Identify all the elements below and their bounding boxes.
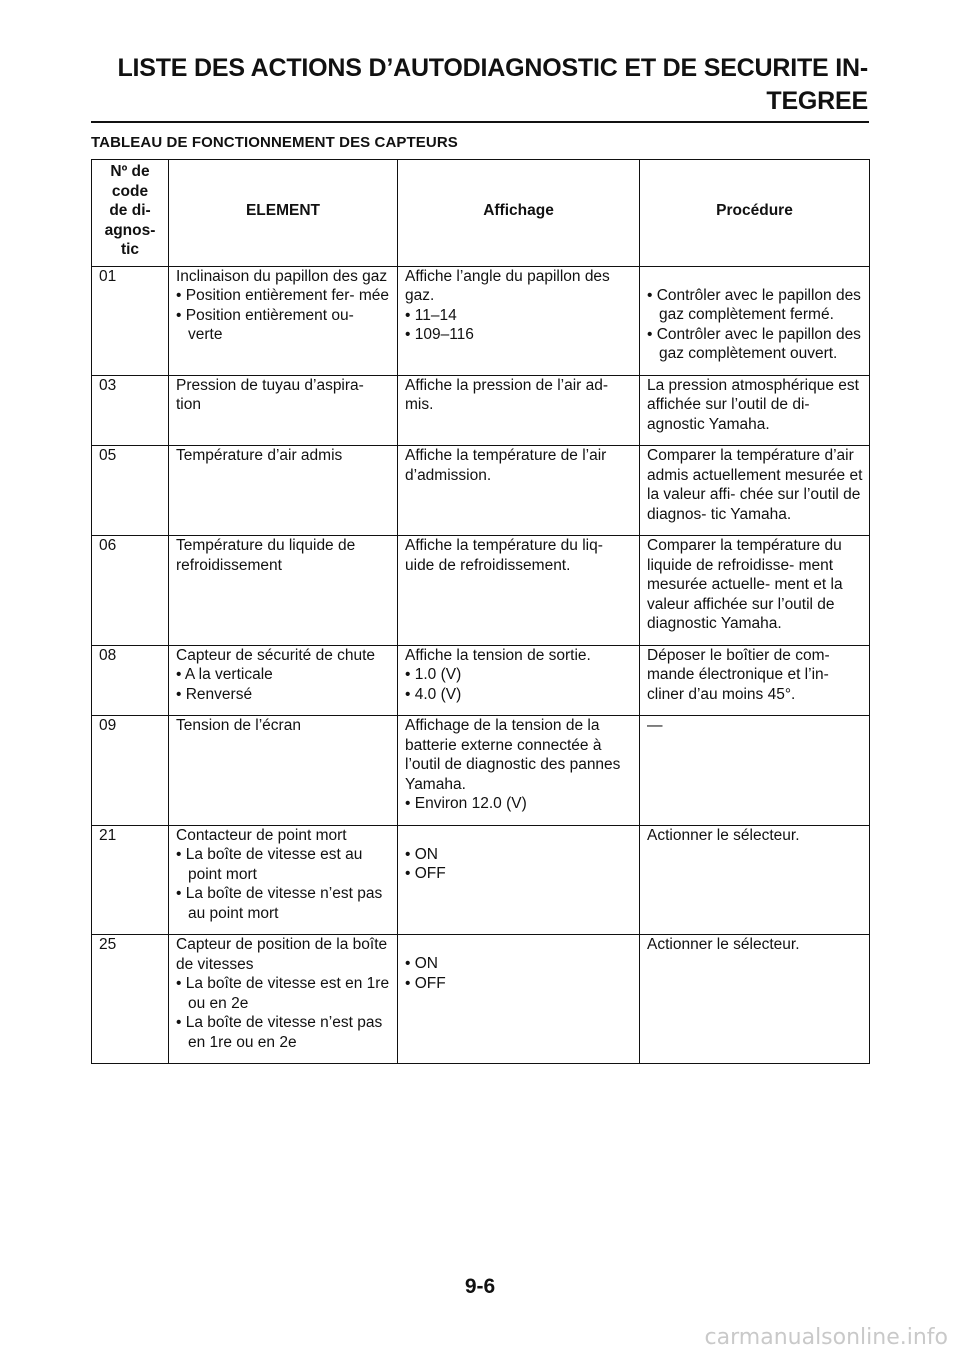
procedure-cell	[640, 536, 870, 646]
page-title	[88, 52, 868, 118]
table-header-row	[92, 160, 870, 267]
procedure-cell-line: • Contrôler avec le papillon des gaz complètement fermé.	[647, 286, 861, 323]
display-cell	[398, 716, 640, 826]
element-cell	[169, 935, 398, 1064]
procedure-cell-line: Comparer la température d’air admis actuellement mesurée et la valeur affi- chée sur l’outil de diagnos- tic Yamaha.	[647, 447, 863, 523]
display-cell-line: • 4.0 (V)	[405, 685, 462, 703]
procedure-cell-line: —	[647, 717, 663, 734]
procedure-cell-line: La pression atmosphérique est affichée sur l’outil de di- agnostic Yamaha.	[647, 376, 859, 433]
display-cell-line: • 11–14	[405, 306, 457, 324]
display-cell	[398, 266, 640, 375]
display-cell-line: • 1.0 (V)	[405, 666, 462, 683]
element-cell-line: Capteur de position de la boîte de vitesses	[176, 936, 388, 973]
display-cell-line: Affiche l’angle du papillon des gaz.	[405, 267, 610, 304]
table-row	[92, 716, 870, 826]
display-cell	[398, 935, 640, 1064]
table-row	[92, 446, 870, 536]
display-cell	[398, 825, 640, 935]
element-cell	[169, 645, 398, 716]
diagnostic-code: 25	[92, 935, 169, 1064]
element-cell-line: • A la verticale	[176, 666, 273, 683]
element-cell-line: Pression de tuyau d’aspira- tion	[176, 376, 364, 413]
table-body	[92, 266, 870, 1064]
page-number: 9-6	[464, 1275, 496, 1298]
procedure-cell-line: Déposer le boîtier de com- mande électronique et l’in- cliner d’au moins 45°.	[647, 646, 830, 703]
diagnostic-code: 08	[92, 645, 169, 716]
header-procedure: Procédure	[640, 160, 870, 267]
diagnostic-code: 05	[92, 446, 169, 536]
procedure-cell	[640, 645, 870, 716]
procedure-cell	[640, 266, 870, 375]
sensor-table	[91, 159, 870, 1064]
header-code-line: agnos-	[104, 221, 156, 239]
header-code-line: de di-	[109, 202, 151, 219]
diagnostic-code: 03	[92, 375, 169, 446]
procedure-cell-line: Actionner le sélecteur.	[647, 826, 800, 844]
diagnostic-code: 21	[92, 825, 169, 935]
procedure-cell	[640, 446, 870, 536]
page-title-line-1: LISTE DES ACTIONS D’AUTODIAGNOSTIC ET DE SECURITE IN-	[117, 54, 868, 82]
display-cell	[398, 536, 640, 646]
table-row	[92, 536, 870, 646]
table-row	[92, 935, 870, 1064]
element-cell-line: • La boîte de vitesse n’est pas au point mort	[176, 885, 383, 922]
display-cell	[398, 645, 640, 716]
header-code-line: Nº de	[110, 163, 150, 180]
procedure-cell-line: Actionner le sélecteur.	[647, 936, 800, 953]
title-rule	[91, 121, 869, 123]
display-cell	[398, 375, 640, 446]
procedure-cell	[640, 375, 870, 446]
element-cell	[169, 716, 398, 826]
diagnostic-code: 09	[92, 716, 169, 826]
header-code-line: code	[111, 182, 149, 200]
display-cell-line: Affiche la température de l’air d’admission.	[405, 447, 607, 484]
element-cell-line: Tension de l’écran	[176, 717, 301, 734]
element-cell-line: • Position entièrement ou- verte	[176, 306, 354, 343]
element-cell-line: • Position entièrement fer- mée	[176, 287, 390, 304]
procedure-cell	[640, 935, 870, 1064]
header-element: ELEMENT	[169, 160, 398, 267]
element-cell-line: Capteur de sécurité de chute	[176, 646, 376, 664]
element-cell-line: Température du liquide de refroidissement	[176, 537, 356, 574]
procedure-cell-line: • Contrôler avec le papillon des gaz complètement ouvert.	[647, 325, 861, 362]
element-cell-line: Inclinaison du papillon des gaz	[176, 267, 388, 285]
display-cell-line: Affiche la tension de sortie.	[405, 646, 591, 664]
element-cell	[169, 536, 398, 646]
section-title: TABLEAU DE FONCTIONNEMENT DES CAPTEURS	[91, 134, 458, 151]
element-cell	[169, 825, 398, 935]
element-cell	[169, 266, 398, 375]
procedure-cell-line: Comparer la température du liquide de refroidisse- ment mesurée actuelle- ment et la valeur affichée sur l’outil de diagnostic Yamaha.	[647, 537, 843, 632]
table-row	[92, 266, 870, 375]
display-cell-line: • OFF	[405, 865, 446, 882]
element-cell-line: Température d’air admis	[176, 447, 343, 464]
element-cell-line: • Renversé	[176, 685, 253, 703]
procedure-cell	[640, 825, 870, 935]
display-cell-line: Affiche la température du liq- uide de refroidissement.	[405, 537, 603, 574]
diagnostic-code: 01	[92, 266, 169, 375]
display-cell-line: • 109–116	[405, 326, 474, 343]
display-cell-line: • ON	[405, 845, 438, 863]
watermark: carmanualsonline.info	[704, 1325, 948, 1350]
element-cell-line: • La boîte de vitesse est en 1re ou en 2e	[176, 975, 390, 1012]
table-row	[92, 645, 870, 716]
display-cell-line: Affiche la pression de l’air ad- mis.	[405, 376, 609, 413]
display-cell	[398, 446, 640, 536]
diagnostic-code: 06	[92, 536, 169, 646]
element-cell-line: Contacteur de point mort	[176, 826, 347, 844]
element-cell	[169, 446, 398, 536]
display-cell-line: Affichage de la tension de la batterie externe connectée à l’outil de diagnostic des pannes Yamaha.	[405, 717, 621, 793]
display-cell-line: • OFF	[405, 974, 446, 992]
element-cell-line: • La boîte de vitesse n’est pas en 1re ou en 2e	[176, 1014, 383, 1051]
table-row	[92, 375, 870, 446]
procedure-cell	[640, 716, 870, 826]
header-code	[92, 160, 169, 267]
display-cell-line: • ON	[405, 955, 438, 972]
element-cell	[169, 375, 398, 446]
table-row	[92, 825, 870, 935]
page-title-line-2: TEGREE	[766, 87, 868, 115]
header-display: Affichage	[398, 160, 640, 267]
display-cell-line: • Environ 12.0 (V)	[405, 795, 527, 812]
header-code-line: tic	[120, 241, 140, 258]
element-cell-line: • La boîte de vitesse est au point mort	[176, 846, 363, 883]
